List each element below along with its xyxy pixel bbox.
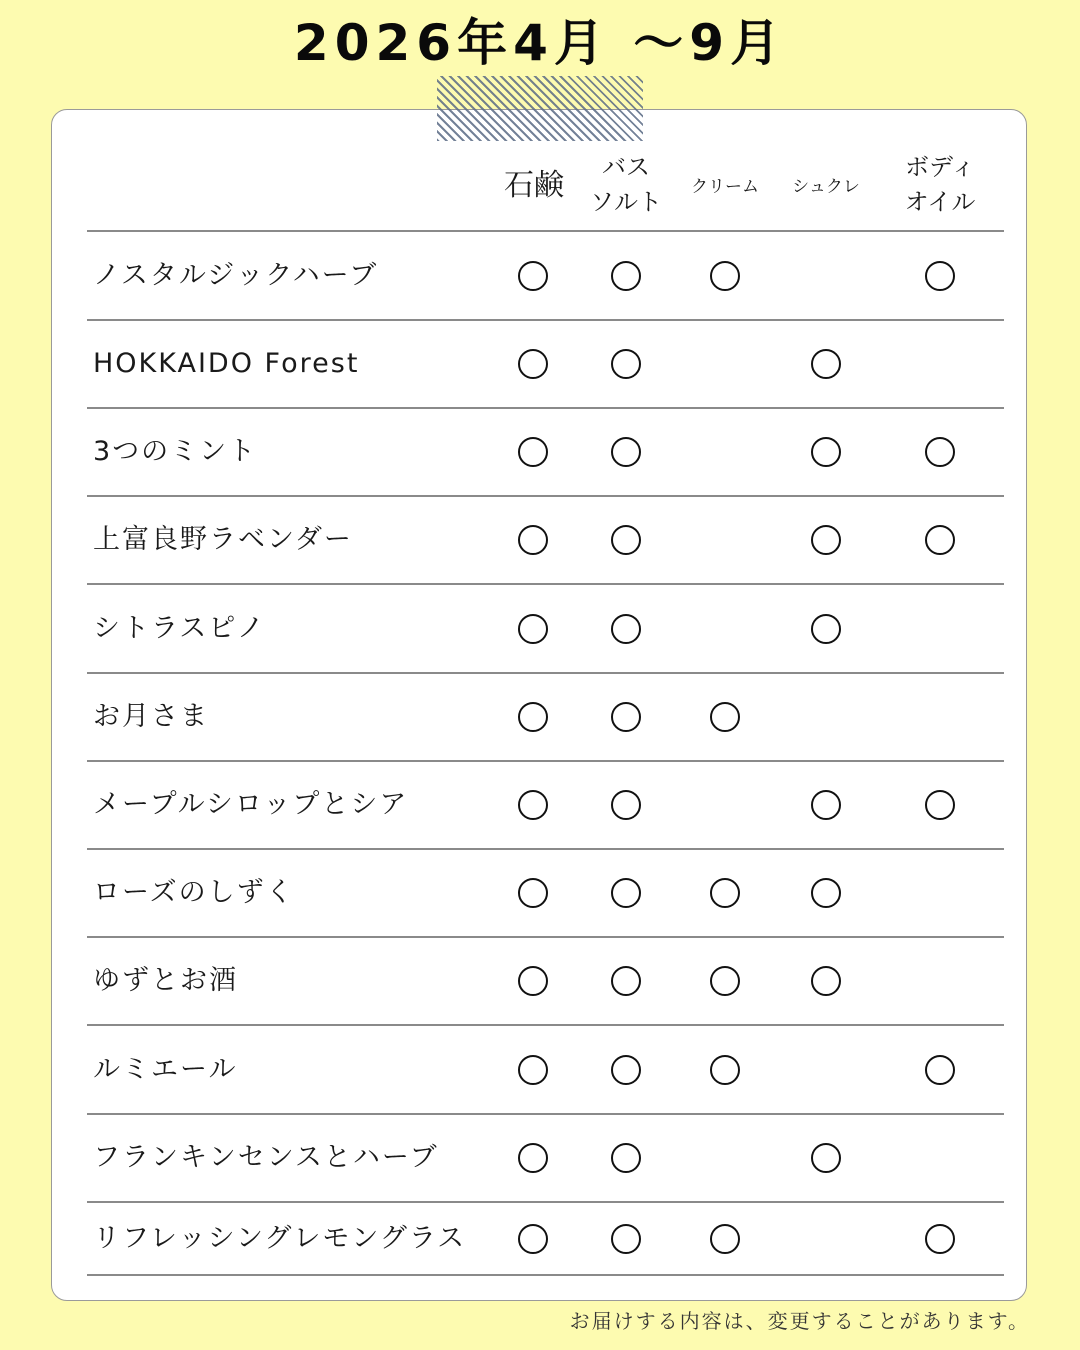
row-label: 上富良野ラベンダー: [93, 524, 353, 555]
availability-mark-body-oil: [925, 261, 955, 291]
availability-mark-soap: [518, 349, 548, 379]
row-label: ゆずとお酒: [93, 965, 238, 996]
availability-mark-shukure: [811, 437, 841, 467]
availability-mark-bath-salt: [611, 878, 641, 908]
row-divider: [87, 1113, 1004, 1115]
availability-mark-bath-salt: [611, 1055, 641, 1085]
row-divider: [87, 1274, 1004, 1276]
availability-mark-bath-salt: [611, 966, 641, 996]
availability-mark-body-oil: [925, 437, 955, 467]
availability-mark-soap: [518, 261, 548, 291]
column-header-body-oil-line2: オイル: [904, 188, 976, 216]
availability-mark-body-oil: [925, 525, 955, 555]
row-divider: [87, 1024, 1004, 1026]
row-divider: [87, 230, 1004, 232]
row-divider: [87, 583, 1004, 585]
row-divider: [87, 760, 1004, 762]
column-header-body-oil: [888, 150, 992, 220]
column-header-shukure: シュクレ: [792, 177, 860, 197]
availability-mark-bath-salt: [611, 261, 641, 291]
availability-mark-body-oil: [925, 1224, 955, 1254]
availability-mark-bath-salt: [611, 1224, 641, 1254]
availability-mark-body-oil: [925, 1055, 955, 1085]
availability-mark-cream: [710, 966, 740, 996]
column-header-bath-salt-line1: バス: [602, 153, 650, 181]
availability-mark-cream: [710, 878, 740, 908]
row-label: お月さま: [93, 701, 209, 732]
row-divider: [87, 407, 1004, 409]
availability-mark-shukure: [811, 614, 841, 644]
availability-mark-soap: [518, 1055, 548, 1085]
availability-mark-cream: [710, 702, 740, 732]
row-divider: [87, 1201, 1004, 1203]
availability-mark-soap: [518, 702, 548, 732]
availability-mark-soap: [518, 1224, 548, 1254]
availability-mark-shukure: [811, 966, 841, 996]
availability-mark-shukure: [811, 878, 841, 908]
column-header-body-oil-line1: ボディ: [904, 153, 976, 181]
availability-mark-soap: [518, 437, 548, 467]
availability-mark-bath-salt: [611, 702, 641, 732]
row-divider: [87, 672, 1004, 674]
page-title: 2026年4月 〜9月: [293, 14, 787, 72]
availability-mark-bath-salt: [611, 614, 641, 644]
row-label: ノスタルジックハーブ: [93, 259, 379, 291]
row-label: HOKKAIDO Forest: [93, 348, 360, 379]
row-label: メープルシロップとシア: [93, 789, 409, 820]
footnote: お届けする内容は、変更することがあります。: [569, 1309, 1030, 1333]
availability-mark-bath-salt: [611, 525, 641, 555]
masking-tape-decoration: [437, 76, 643, 141]
availability-mark-soap: [518, 790, 548, 820]
column-header-soap: 石鹸: [504, 168, 564, 203]
availability-mark-shukure: [811, 349, 841, 379]
availability-mark-bath-salt: [611, 790, 641, 820]
row-divider: [87, 936, 1004, 938]
availability-mark-bath-salt: [611, 349, 641, 379]
column-header-bath-salt-line2: ソルト: [590, 188, 662, 216]
row-label: シトラスピノ: [93, 612, 266, 644]
availability-mark-shukure: [811, 525, 841, 555]
availability-mark-cream: [710, 261, 740, 291]
row-label: ローズのしずく: [93, 877, 295, 908]
column-header-cream: クリーム: [691, 177, 759, 197]
availability-mark-bath-salt: [611, 1143, 641, 1173]
availability-mark-soap: [518, 966, 548, 996]
row-label: ルミエール: [93, 1053, 238, 1085]
row-divider: [87, 848, 1004, 850]
availability-mark-bath-salt: [611, 437, 641, 467]
column-header-bath-salt: [580, 150, 672, 220]
row-label: フランキンセンスとハーブ: [93, 1142, 439, 1173]
availability-mark-soap: [518, 614, 548, 644]
availability-mark-shukure: [811, 790, 841, 820]
availability-mark-soap: [518, 1143, 548, 1173]
row-label: リフレッシングレモングラス: [93, 1223, 467, 1254]
availability-mark-soap: [518, 878, 548, 908]
availability-mark-cream: [710, 1055, 740, 1085]
availability-mark-soap: [518, 525, 548, 555]
availability-mark-body-oil: [925, 790, 955, 820]
row-divider: [87, 495, 1004, 497]
availability-mark-cream: [710, 1224, 740, 1254]
availability-mark-shukure: [811, 1143, 841, 1173]
row-label: 3つのミント: [93, 436, 258, 467]
row-divider: [87, 319, 1004, 321]
